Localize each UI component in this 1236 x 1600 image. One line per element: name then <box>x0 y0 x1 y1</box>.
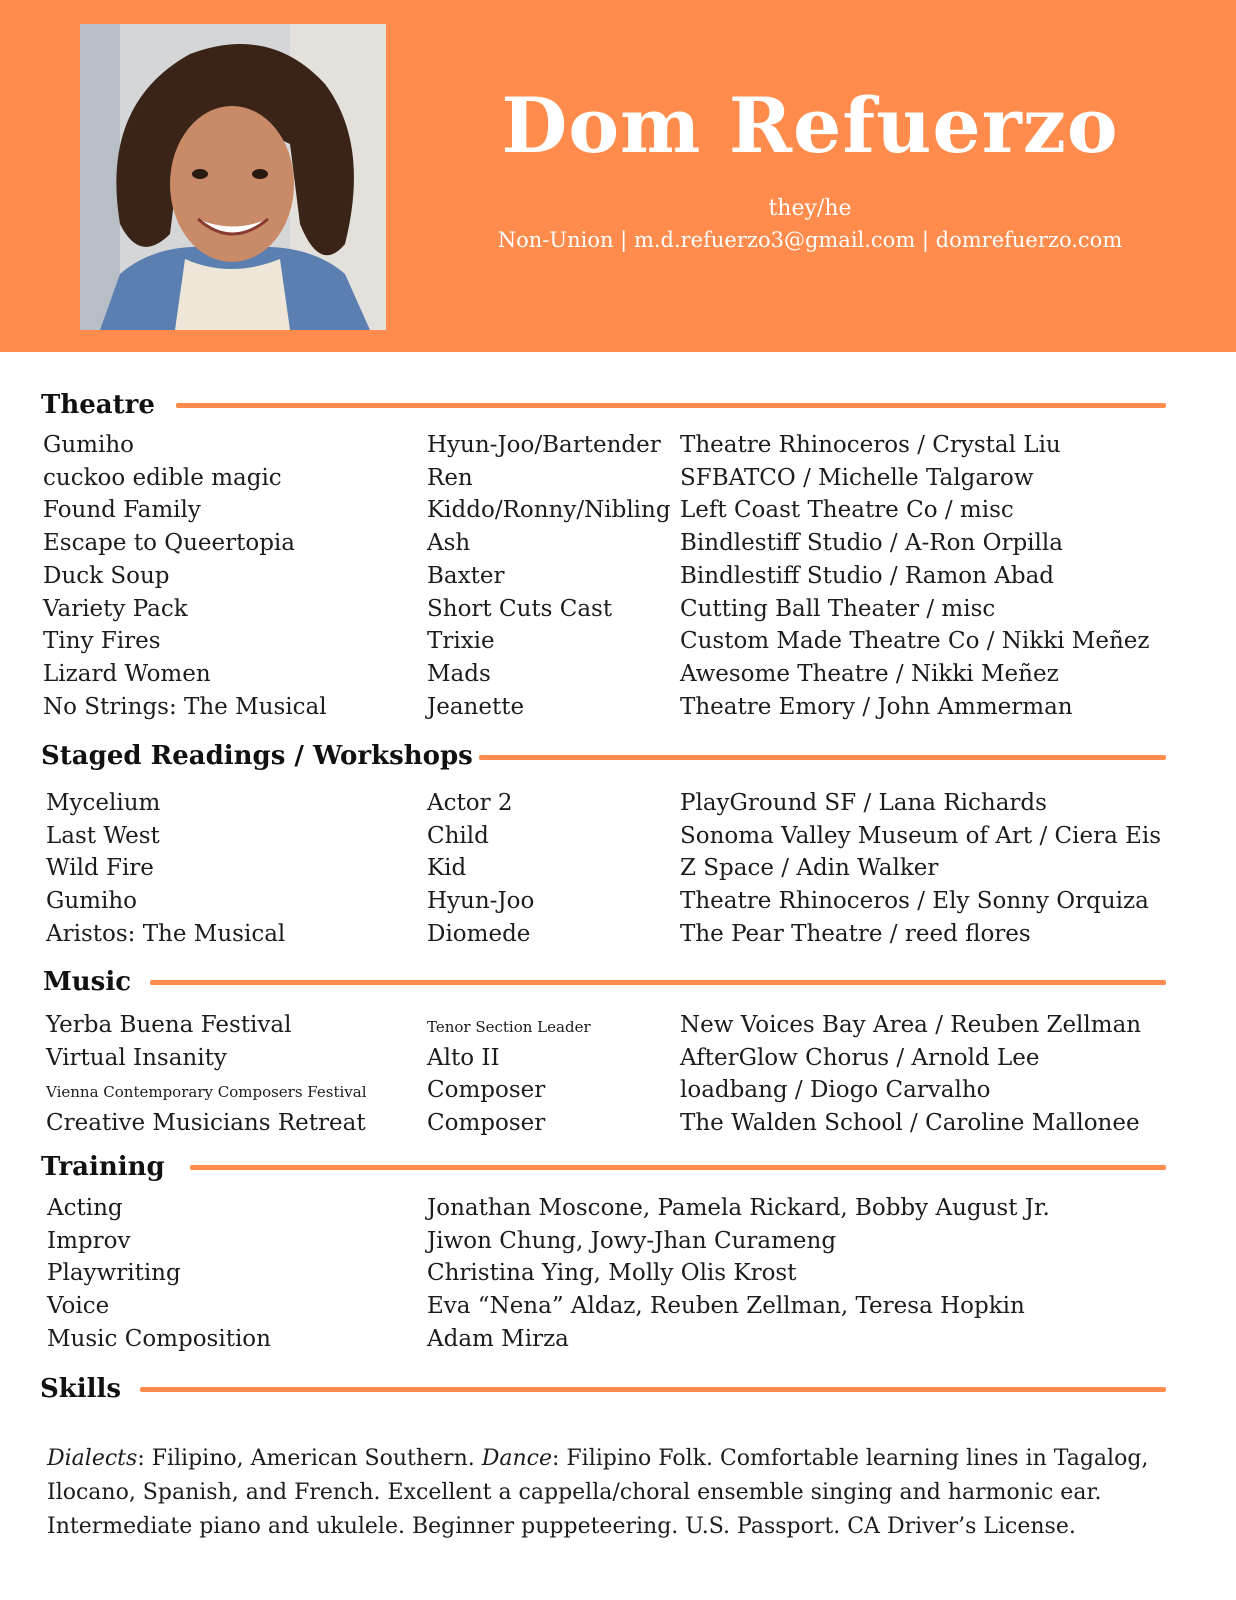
training-cell: Acting <box>47 1195 123 1221</box>
skills-paragraph <box>47 1442 1197 1544</box>
skills-rest-text: : Filipino Folk. Comfortable learning lines in Tagalog, Ilocano, Spanish, and French. Excellent a cappella/choral ensemble singing and harmonic ear. Intermediate piano and ukulele. Beginner puppeteering. U.S. Passport. CA Driver’s License. <box>47 1446 1149 1539</box>
training-cell: Jonathan Moscone, Pamela Rickard, Bobby August Jr. <box>427 1195 1050 1221</box>
theatre-cell: Lizard Women <box>43 660 211 687</box>
readings-cell: Aristos: The Musical <box>46 920 286 947</box>
readings-cell: Hyun-Joo <box>427 888 535 915</box>
readings-cell: Child <box>427 822 489 849</box>
theatre-cell: Left Coast Theatre Co / misc <box>680 497 1014 524</box>
theatre-cell: Mads <box>427 660 491 687</box>
theatre-cell: Trixie <box>427 628 495 655</box>
theatre-cell: Hyun-Joo/Bartender <box>427 432 661 458</box>
music-cell: Virtual Insanity <box>46 1044 227 1071</box>
music-cell: Composer <box>427 1077 546 1104</box>
music-cell: Composer <box>427 1110 546 1137</box>
theatre-cell: Bindlestiff Studio / Ramon Abad <box>680 562 1055 589</box>
theatre-cell: Awesome Theatre / Nikki Meñez <box>680 660 1059 687</box>
contact-line: Non-Union | m.d.refuerzo3@gmail.com | domrefuerzo.com <box>497 228 1123 252</box>
candidate-name: Dom Refuerzo <box>501 81 1119 170</box>
readings-cell: Mycelium <box>46 790 161 816</box>
readings-cell: Sonoma Valley Museum of Art / Ciera Eis <box>680 822 1162 849</box>
readings-cell: Diomede <box>427 920 531 947</box>
headshot-photo <box>80 24 386 330</box>
pronouns: they/he <box>768 196 852 221</box>
music-cell: loadbang / Diogo Carvalho <box>680 1077 991 1104</box>
training-cell: Music Composition <box>47 1325 271 1352</box>
music-cell: New Voices Bay Area / Reuben Zellman <box>680 1012 1142 1038</box>
readings-cell: Actor 2 <box>427 790 513 816</box>
training-cell: Eva “Nena” Aldaz, Reuben Zellman, Teresa Hopkin <box>427 1293 1025 1320</box>
readings-cell: Z Space / Adin Walker <box>680 855 939 882</box>
theatre-cell: Tiny Fires <box>43 628 161 655</box>
theatre-cell: Duck Soup <box>43 562 170 589</box>
section-rule <box>479 755 1166 760</box>
section-rule <box>140 1387 1166 1392</box>
section-title-skills: Skills <box>40 1374 122 1404</box>
theatre-cell: Bindlestiff Studio / A-Ron Orpilla <box>680 530 1063 557</box>
readings-cell: Theatre Rhinoceros / Ely Sonny Orquiza <box>680 888 1149 915</box>
theatre-cell: cuckoo edible magic <box>43 464 282 491</box>
header-banner <box>0 0 1236 352</box>
theatre-cell: SFBATCO / Michelle Talgarow <box>680 464 1034 491</box>
theatre-cell: Ren <box>427 464 473 491</box>
readings-cell: Wild Fire <box>46 855 154 882</box>
training-cell: Voice <box>47 1293 110 1320</box>
theatre-cell: Theatre Rhinoceros / Crystal Liu <box>680 432 1061 458</box>
training-cell: Adam Mirza <box>427 1325 569 1352</box>
training-cell: Playwriting <box>47 1260 181 1287</box>
theatre-cell: Custom Made Theatre Co / Nikki Meñez <box>680 628 1150 655</box>
theatre-cell: Jeanette <box>427 693 525 720</box>
theatre-cell: No Strings: The Musical <box>43 693 327 720</box>
music-cell: Creative Musicians Retreat <box>46 1110 366 1137</box>
music-cell: Tenor Section Leader <box>427 1018 591 1036</box>
skills-dance-label: Dance <box>481 1446 552 1471</box>
section-rule <box>150 980 1166 985</box>
section-title-training: Training <box>41 1152 165 1182</box>
section-title-readings: Staged Readings / Workshops <box>41 741 473 771</box>
theatre-cell: Short Cuts Cast <box>427 595 613 622</box>
readings-cell: Kid <box>427 855 467 882</box>
readings-cell: PlayGround SF / Lana Richards <box>680 790 1047 816</box>
theatre-cell: Baxter <box>427 562 505 589</box>
training-cell: Christina Ying, Molly Olis Krost <box>427 1260 797 1287</box>
theatre-cell: Gumiho <box>43 432 135 458</box>
section-rule <box>176 403 1166 408</box>
music-cell: The Walden School / Caroline Mallonee <box>680 1110 1140 1137</box>
headshot-image <box>80 24 386 330</box>
music-cell: Alto II <box>427 1044 500 1071</box>
theatre-cell: Escape to Queertopia <box>43 530 296 557</box>
theatre-cell: Ash <box>427 530 471 557</box>
music-cell: AfterGlow Chorus / Arnold Lee <box>680 1044 1040 1071</box>
training-cell: Jiwon Chung, Jowy-Jhan Curameng <box>427 1227 837 1254</box>
skills-dialects-text: : Filipino, American Southern. <box>137 1446 482 1471</box>
section-title-theatre: Theatre <box>41 390 155 420</box>
theatre-cell: Variety Pack <box>43 595 188 622</box>
theatre-cell: Theatre Emory / John Ammerman <box>680 693 1073 720</box>
section-title-music: Music <box>43 967 132 997</box>
theatre-cell: Found Family <box>43 497 201 524</box>
skills-dialects-label: Dialects <box>47 1446 138 1471</box>
training-cell: Improv <box>47 1227 131 1254</box>
music-cell: Vienna Contemporary Composers Festival <box>46 1083 367 1102</box>
theatre-cell: Kiddo/Ronny/Nibling <box>427 497 671 524</box>
readings-cell: The Pear Theatre / reed flores <box>680 920 1031 947</box>
music-cell: Yerba Buena Festival <box>46 1012 292 1038</box>
theatre-cell: Cutting Ball Theater / misc <box>680 595 996 622</box>
readings-cell: Last West <box>46 822 160 849</box>
readings-cell: Gumiho <box>46 888 138 915</box>
section-rule <box>190 1165 1166 1170</box>
